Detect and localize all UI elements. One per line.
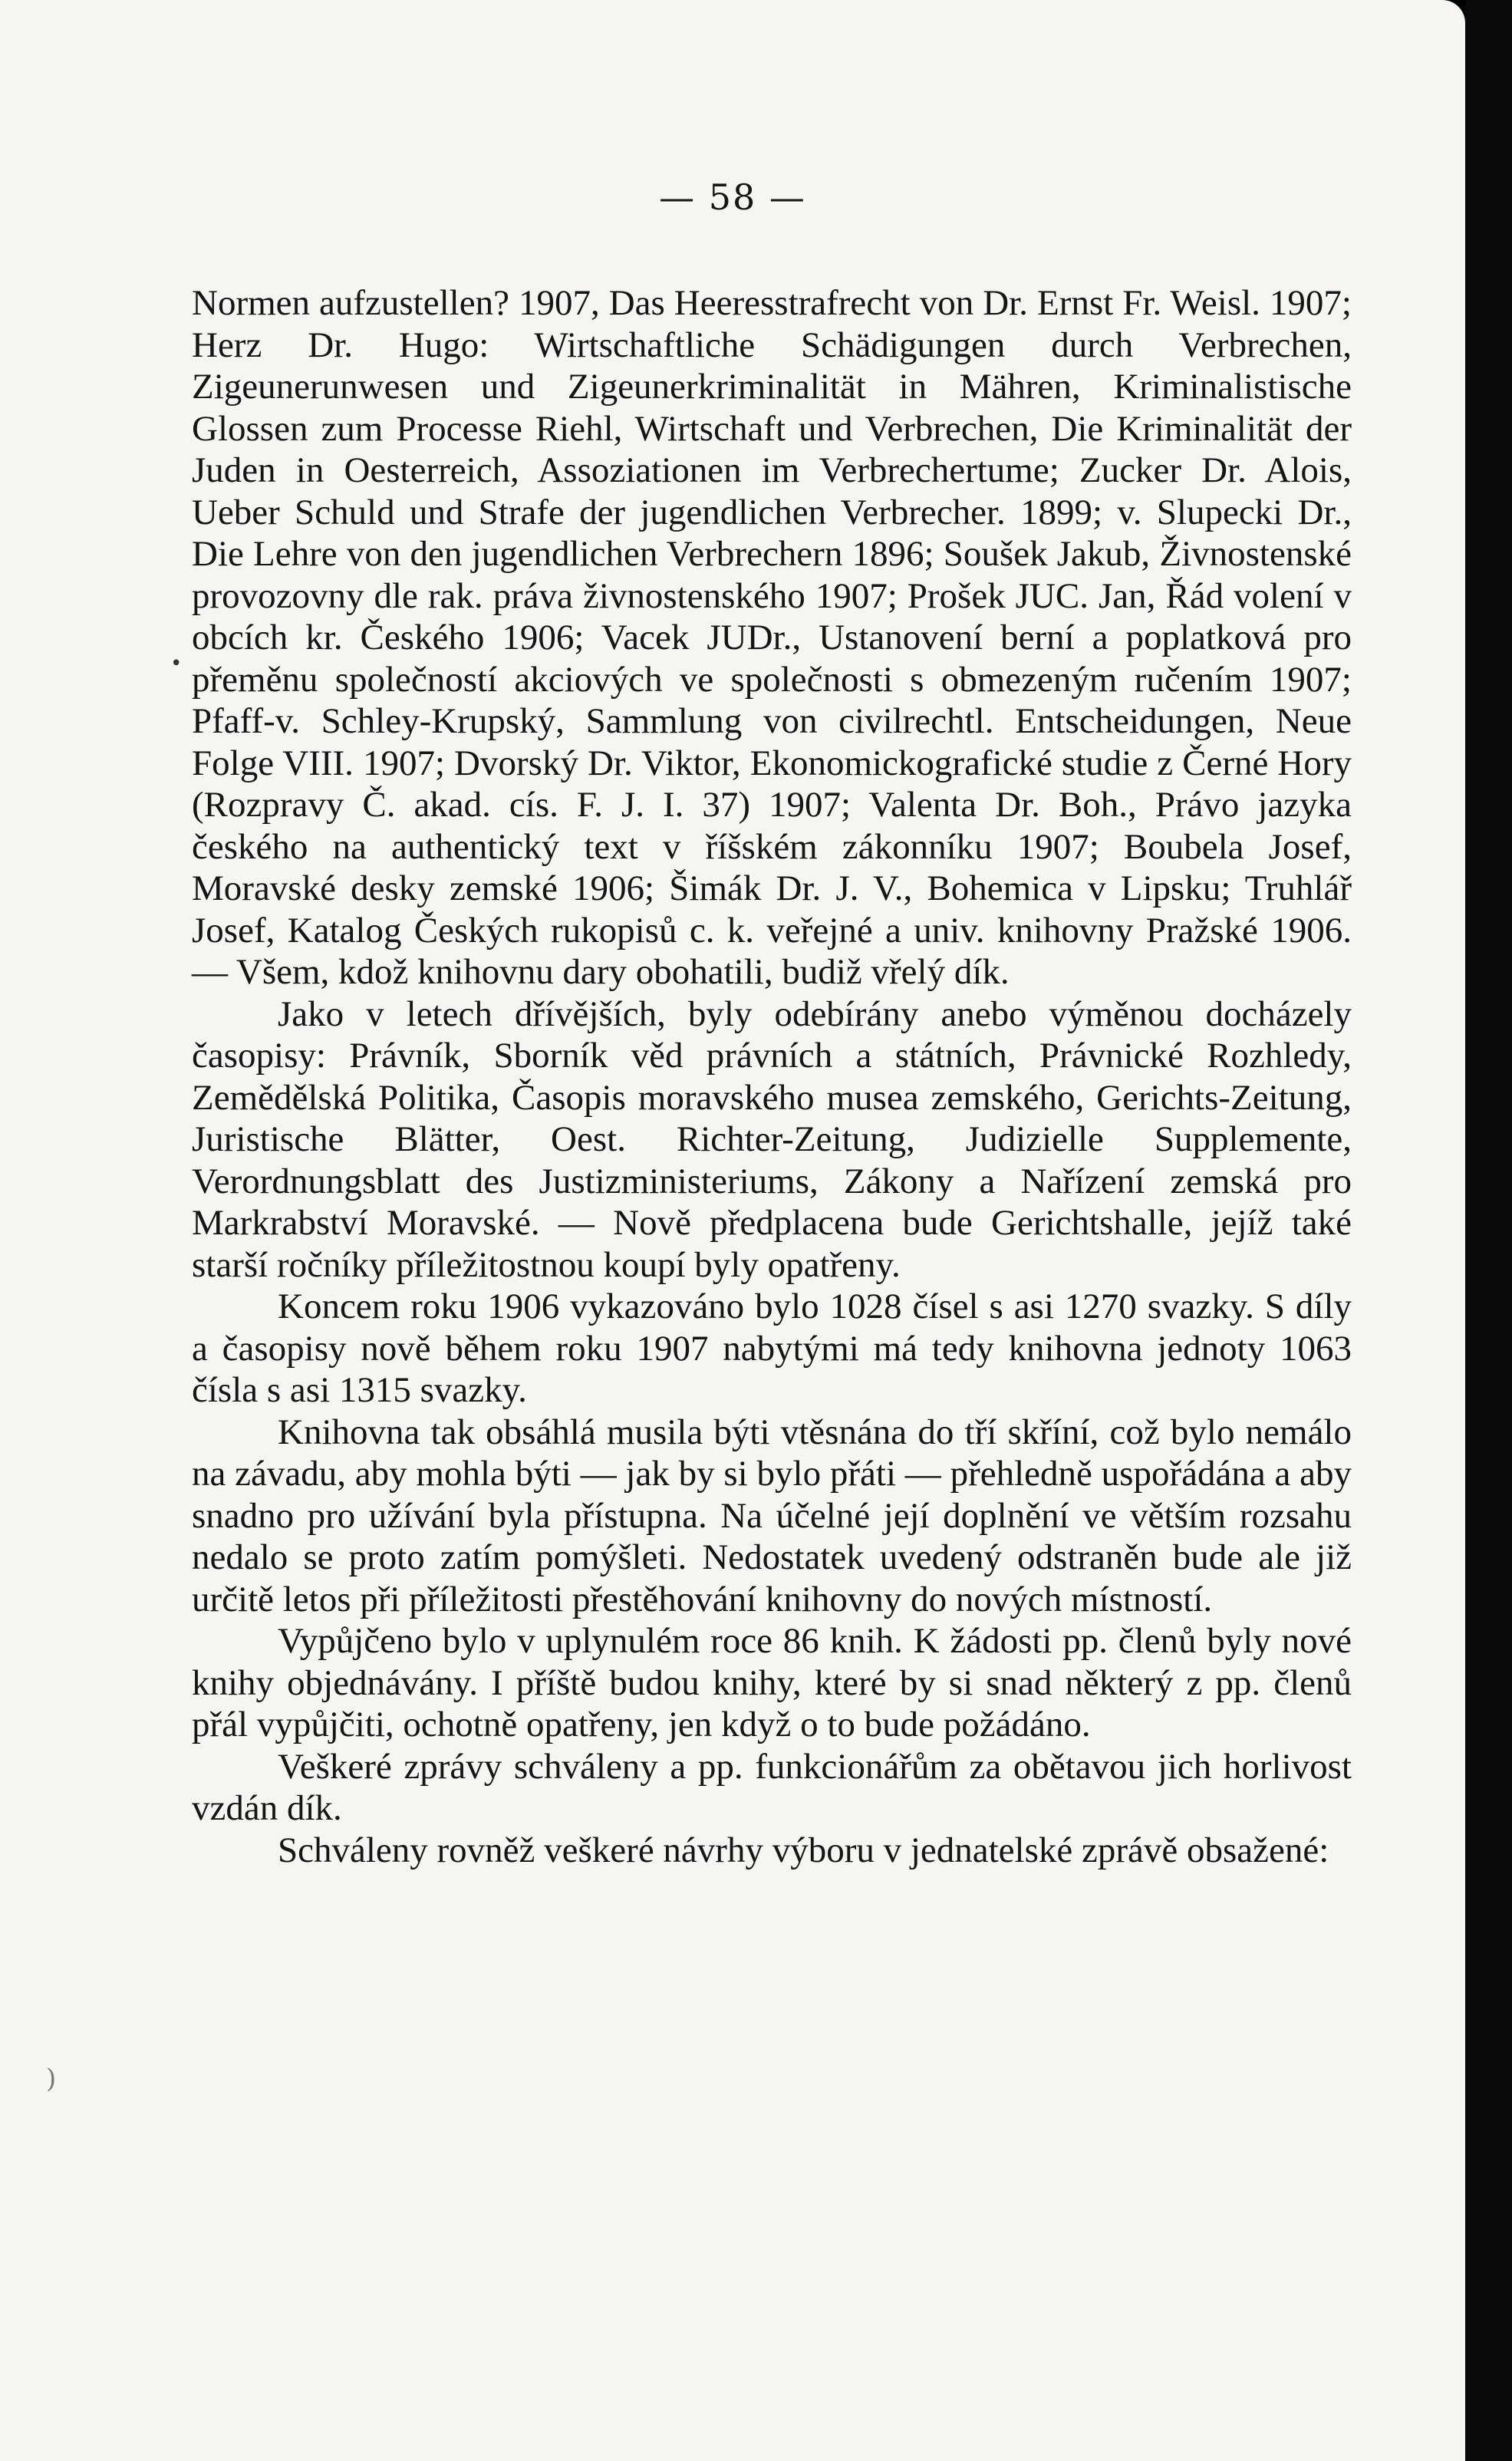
margin-dot-mark: •: [170, 652, 183, 675]
paragraph-approval: Veškeré zprávy schváleny a pp. funkcionářům za obětavou jich horlivost vzdán dík.: [192, 1746, 1352, 1828]
paragraph-proposals: Schváleny rovněž veškeré návrhy výboru v jednatelské zprávě obsažené:: [278, 1830, 1329, 1870]
margin-paren-mark: ): [46, 2064, 57, 2094]
scan-border: [1465, 0, 1512, 2461]
paragraph-library-count: Koncem roku 1906 vykazováno bylo 1028 čísel s asi 1270 svazky. S díly a časopisy nově během roku 1907 nabytými má tedy knihovna jednoty 1063 čísla s asi 1315 svazky.: [192, 1287, 1352, 1410]
body-text: [192, 282, 1352, 1871]
paragraph-bibliography: Normen aufzustellen? 1907, Das Heeresstrafrecht von Dr. Ernst Fr. Weisl. 1907; Herz Dr. Hugo: Wirtschaftliche Schädigungen durch Verbrechen, Zigeunerunwesen und Zigeunerkriminalität in Mähren, Kriminalistische Glossen zum Processe Riehl, Wirtschaft und Verbrechen, Die Kriminalität der Juden in Oesterreich, Assoziationen im Verbrechertume; Zucker Dr. Alois, Ueber Schuld und Strafe der jugendlichen Verbrecher. 1899; v. Slupecki Dr., Die Lehre von den jugendlichen Verbrechern 1896; Soušek Jakub, Živnostenské provozovny dle rak. práva živnostenského 1907; Prošek JUC. Jan, Řád volení v obcích kr. Českého 1906; Vacek JUDr., Ustanovení berní a poplatková pro přeměnu společností akciových ve společnosti s obmezeným ručením 1907; Pfaff-v. Schley-Krupský, Sammlung von civilrechtl. Entscheidungen, Neue Folge VIII. 1907; Dvorský Dr. Viktor, Ekonomickografické studie z Černé Hory (Rozpravy Č. akad. cís. F. J. I. 37) 1907; Valenta Dr. Boh., Právo jazyka českého na authentický text v říšském zákonníku 1907; Boubela Josef, Moravské desky zemské 1906; Šimák Dr. J. V., Bohemica v Lipsku; Truhlář Josef, Katalog Českých rukopisů c. k. veřejné a univ. knihovny Pražské 1906. — Všem, kdož knihovnu dary obohatili, budiž vřelý dík.: [192, 283, 1352, 992]
paragraph-library-space: Knihovna tak obsáhlá musila býti vtěsnána do tří skříní, což bylo nemálo na závadu, aby mohla býti — jak by si bylo přáti — přehledně uspořádána a aby snadno pro užívání byla přístupna. Na účelné její doplnění ve větším rozsahu nedalo se proto zatím pomýšleti. Nedostatek uvedený odstraněn bude ale již určitě letos při příležitosti přestěhování knihovny do nových místností.: [192, 1412, 1352, 1619]
paragraph-loans: Vypůjčeno bylo v uplynulém roce 86 knih. K žádosti pp. členů byly nové knihy objednávány. I příště budou knihy, které by si snad některý z pp. členů přál vypůjčiti, ochotně opatřeny, jen když o to bude požádáno.: [192, 1621, 1352, 1744]
paragraph-periodicals: Jako v letech dřívějších, byly odebírány anebo výměnou docházely časopisy: Právník, Sborník věd právních a státních, Právnické Rozhledy, Zemědělská Politika, Časopis moravského musea zemského, Gerichts-Zeitung, Juristische Blätter, Oest. Richter-Zeitung, Judizielle Supplemente, Verordnungsblatt des Justizministeriums, Zákony a Nařízení zemská pro Markrabství Moravské. — Nově předplacena bude Gerichtshalle, jejíž také starší ročníky příležitostnou koupí byly opatřeny.: [192, 993, 1352, 1285]
page-number: — 58 —: [659, 176, 806, 218]
